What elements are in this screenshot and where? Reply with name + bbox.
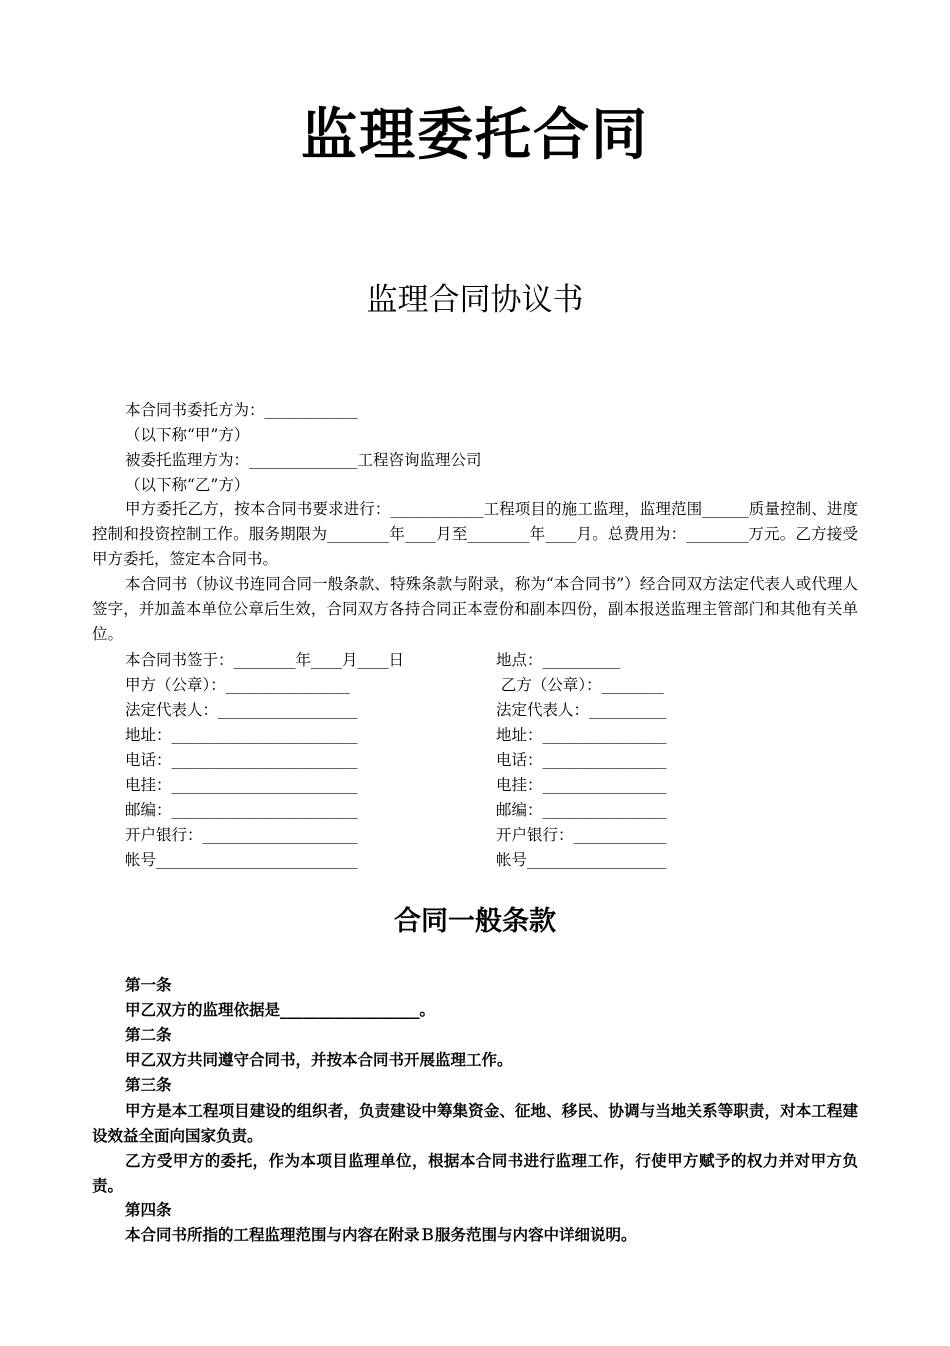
article-2-title: 第二条 <box>125 1025 172 1044</box>
article-3-text-2: 乙方受甲方的委托，作为本项目监理单位，根据本合同书进行监理工作，行使甲方赋予的权力并对甲方负责。 <box>92 1151 858 1195</box>
party-a-representative: 法定代表人：__________________ <box>125 701 358 719</box>
party-b-representative: 法定代表人：__________ <box>496 701 667 719</box>
general-terms-heading: 合同一般条款 <box>394 906 556 937</box>
party-a-postcode: 邮编：________________________ <box>125 801 358 819</box>
article-3-text-1: 甲方是本工程项目建设的组织者，负责建设中筹集资金、征地、移民、协调与当地关系等职责，对本工程建设效益全面向国家负责。 <box>92 1101 858 1145</box>
party-b-account: 帐号__________________ <box>496 851 667 869</box>
party-a-telegraph: 电挂：________________________ <box>125 776 358 794</box>
party-b-postcode: 邮编：________________ <box>496 801 667 819</box>
party-a-phone: 电话：________________________ <box>125 751 358 769</box>
client-line: 本合同书委托方为：____________ <box>125 401 358 419</box>
article-4-text: 本合同书所指的工程监理范围与内容在附录Ｂ服务范围与内容中详细说明。 <box>125 1225 637 1244</box>
contractor-alias: （以下称“乙”方） <box>125 476 250 494</box>
article-4-title: 第四条 <box>125 1200 172 1219</box>
party-a-bank: 开户银行：____________________ <box>125 826 358 844</box>
party-b-seal: 乙方（公章）：________ <box>496 676 664 694</box>
agreement-heading: 监理合同协议书 <box>366 282 584 318</box>
article-2-text: 甲乙双方共同遵守合同书，并按本合同书开展监理工作。 <box>125 1050 513 1069</box>
article-1-text: 甲乙双方的监理依据是__________________。 <box>125 1000 436 1019</box>
signing-place: 地点：__________ <box>496 651 621 669</box>
article-3-title: 第三条 <box>125 1075 172 1094</box>
party-a-address: 地址：________________________ <box>125 726 358 744</box>
article-1-title: 第一条 <box>125 975 172 994</box>
party-b-telegraph: 电挂：________________ <box>496 776 667 794</box>
party-b-phone: 电话：________________ <box>496 751 667 769</box>
client-alias: （以下称“甲”方） <box>125 426 250 444</box>
party-b-address: 地址：________________ <box>496 726 667 744</box>
party-a-account: 帐号__________________________ <box>125 851 358 869</box>
party-a-seal: 甲方（公章）：________________ <box>125 676 350 694</box>
signing-date: 本合同书签于：________年____月____日 <box>125 651 405 669</box>
agreement-paragraph-1: 甲方委托乙方，按本合同书要求进行：____________工程项目的施工监理，监理范围______质量控制、进度控制和投资控制工作。服务期限为________年____月至________年____月。总费用为：________万元。乙方接受甲方委托，签定本合同书。 <box>92 500 858 568</box>
agreement-paragraph-2: 本合同书（协议书连同合同一般条款、特殊条款与附录，称为“本合同书”）经合同双方法定代表人或代理人签字，并加盖本单位公章后生效，合同双方各持合同正本壹份和副本四份，副本报送监理主管部门和其他有关单位。 <box>92 575 858 643</box>
document-title: 监理委托合同 <box>301 103 649 168</box>
party-b-bank: 开户银行：____________ <box>496 826 667 844</box>
contractor-line: 被委托监理方为：______________工程咨询监理公司 <box>125 451 482 469</box>
